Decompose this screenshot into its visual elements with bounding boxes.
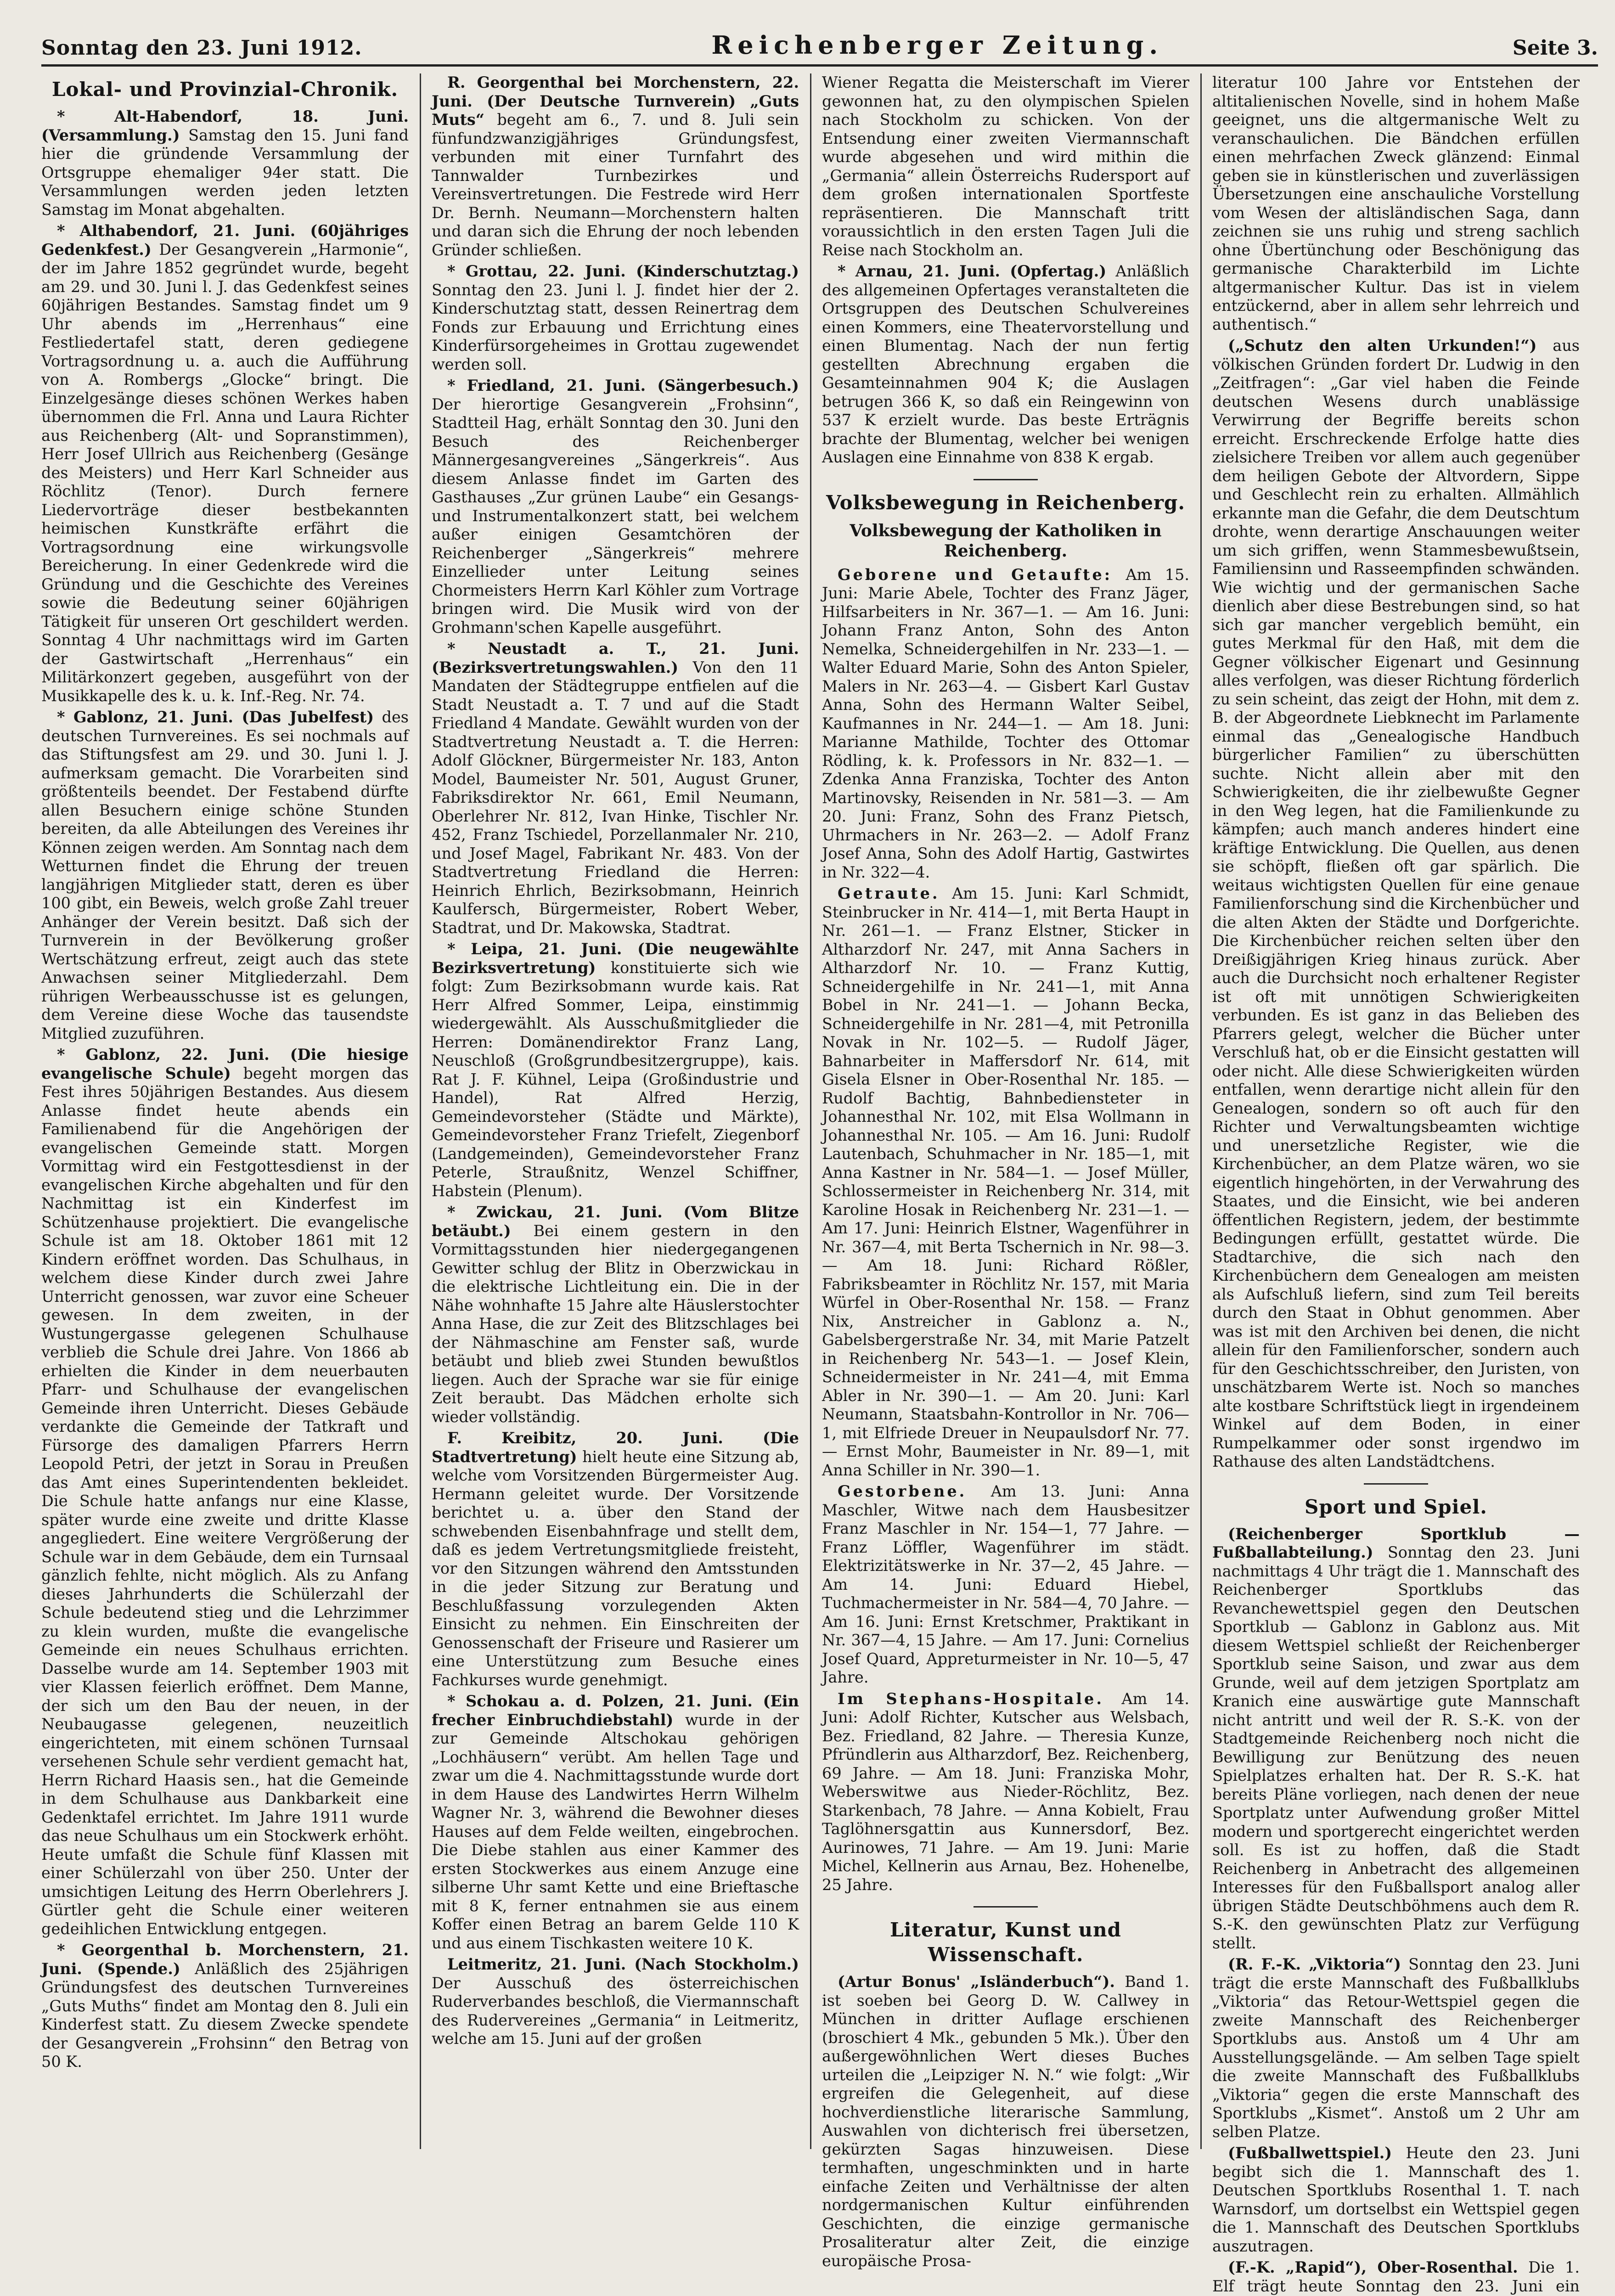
- article-text: aus völkischen Gründen fordert Dr. Ludwig in den „Zeitfragen“: „Gar viel haben die Feinde deutschen Wesens durch unablässige Verwirrung der Begriffe bereits schon erreicht. Erschreckende Erfolge hatte dies zielsichere Treiben vor allem auch gegenüber dem heiligen Gebote der Altvordern, Sippe und Geschlecht rein zu erhalten. Allmählich erkannte man die Gefahr, die dem Deutschtum drohte, wenn derartige Anschauungen weiter um sich griffen, wenn Stammesbewußtsein, Familiensinn und Rasseempfinden schwänden. Wie wichtig und der germanischen Sache dienlich aber diese Bestrebungen sind, so hat sich gar mancher vergeblich bemüht, ein gutes Merkmal für den Haß, mit dem die Gegner völkischer Eigenart und Gesinnung alles verfolgen, was dieser Richtung förderlich zu sein scheint, das zeigt der Hohn, mit dem z. B. der Abgeordnete Liebknecht im Parlamente einmal das „Genealogische Handbuch bürgerlicher Familien“ zu überschütten suchte. Nicht allein aber mit den Schwierigkeiten, die ihr zielbewußte Gegner in den Weg legen, hat die Familienkunde zu kämpfen; auch manch anderes hindert eine kräftige Entwicklung. Die Quellen, aus denen sie schöpft, fließen oft gar spärlich. Die weitaus wichtigsten Quellen für eine genaue Familienforschung sind die Kirchenbücher und die alten Akten der Städte und Dorfgerichte. Die Kirchenbücher reichen selten über den Dreißigjährigen Krieg hinaus zurück. Aber auch die Durchsicht noch erhaltener Register ist oft mit unnötigen Schwierigkeiten verbunden. Es ist ganz in das Belieben des Pfarrers gelegt, welcher die Bücher unter Verschluß hat, ob er die Einsicht gestatten will oder nicht. Alle diese Schwierigkeiten würden entfallen, wenn derartige nicht allein für den Genealogen, sondern so oft auch für den Richter und Verwaltungsbeamten wichtige und unersetzliche Register, wie die Kirchenbücher, an dem Platze wären, wo sie eigentlich hingehörten, in der Verwahrung des Staates, und die Einsicht, wie bei anderen öffentlichen Registern, jedem, der bestimmte Bedingungen erfüllt, gestattet würde. Die Stadtarchive, die sich nach den Kirchenbüchern dem Genealogen am meisten als Aufschluß liefern, sind zum Teil bereits durch den Staat in Obhut genommen. Aber was ist mit den Archiven bei denen, die nicht allein für den Familienforscher, sondern auch für den Geschichtsschreiber, den Juristen, von unschätzbarem Werte ist. Noch so manches alte kostbare Schriftstück liegt in irgendeinem Winkel auf dem Boden, in einer Rumpelkammer oder sonst irgendwo im Rathause des alten Landstädtchens.: [1212, 337, 1580, 1470]
- registry-entry: [822, 566, 1189, 882]
- article-text: begeht am 6., 7. und 8. Juli sein fünfundzwanzigjähriges Gründungsfest, verbunden mit einer Turnfahrt des Tannwalder Turnbezirkes und Vereinsvertretungen. Die Festrede wird Herr Dr. Bernh. Neumann—Morchenstern halten und daran sich die Ehrung der noch lebenden Gründer schließen.: [432, 111, 799, 259]
- registry-entry: [822, 1482, 1189, 1687]
- article-lead: (R. F.-K. „Viktoria“): [1228, 1955, 1401, 1973]
- article: [41, 107, 409, 219]
- section-divider: [974, 479, 1038, 480]
- entry-text: Am 15. Juni: Marie Abele, Tochter des Franz Jäger, Hilfsarbeiters in Nr. 367—1. — Am 16. Juni: Johann Franz Anton, Sohn des Anton Nemelka, Schneidergehilfen in Nr. 233—1. — Walter Eduard Marie, Sohn des Anton Spieler, Malers in Nr. 263—4. — Gisbert Karl Gustav Anna, Sohn des Hermann Walter Seibel, Kaufmannes in Nr. 244—1. — Am 18. Juni: Marianne Mathilde, Tochter des Ottomar Rödling, k. k. Professors in Nr. 832—1. — Zdenka Anna Franziska, Tochter des Anton Martinovsky, Reisenden in Nr. 581—3. — Am 20. Juni: Franz, Sohn des Franz Pietsch, Uhrmachers in Nr. 263—2. — Adolf Franz Josef Anna, Sohn des Adolf Hartig, Gastwirtes in Nr. 322—4.: [822, 565, 1189, 881]
- article-text: Der Ausschuß des österreichischen Ruderverbandes beschloß, die Viermannschaft des Rudervereines „Germania“ in Leitmeritz, welche am 15. Juni auf der großen: [432, 1974, 799, 2048]
- newspaper-page: [41, 23, 1598, 2295]
- article: [822, 1973, 1189, 2270]
- article-text: Sonntag den 23. Juni l. J. findet hier der 2. Kinderschutztag statt, dessen Reinertrag dem Fonds zur Erbauung und Errichtung eines Kinderfürsorgeheimes in Grottau zugewendet werden soll.: [432, 281, 799, 373]
- registry-entry: [822, 884, 1189, 1480]
- column-4: [1212, 73, 1580, 2295]
- article-text: wurde in der zur Gemeinde Altschokau gehörigen „Lochhäusern“ verübt. Am hellen Tage und zwar um die 4. Nachmittagsstunde wurde dort in dem Hause des Landwirtes Herrn Wilhelm Wagner Nr. 3, während die Bewohner dieses Hauses auf dem Felde weilten, eingebrochen. Die Diebe stahlen aus einer Kammer des ersten Stockwerkes aus einem Anzuge eine silberne Uhr samt Kette und eine Brieftasche mit 8 K, ferner entnahmen sie aus einem Koffer einen Betrag an barem Gelde 110 K und aus einem Tischkasten weitere 10 K.: [432, 1711, 799, 1952]
- entry-lead: Gestorbene.: [838, 1482, 967, 1500]
- article-text: Samstag den 15. Juni fand hier die gründende Versammlung der Ortsgruppe ehemaliger 94er statt. Die Versammlungen werden jeden letzten Samstag im Monat abgehalten.: [41, 126, 409, 219]
- page-header: [41, 23, 1598, 67]
- column-rule: [1200, 73, 1202, 2149]
- article-lead: F. Kreibitz, 20. Juni. (Die Stadtvertretung): [432, 1429, 799, 1466]
- article-lead: * Arnau, 21. Juni. (Opfertag.): [838, 262, 1107, 280]
- article: [1212, 2144, 1580, 2256]
- article-text: begeht morgen das Fest ihres 50jährigen Bestandes. Aus diesem Anlasse findet heute abends ein Familienabend für die Angehörigen der evangelischen Gemeinde statt. Morgen Vormittag wird ein Festgottesdienst in der evangelischen Kirche abgehalten und für den Nachmittag ist ein Kinderfest im Schützenhause projektiert. Die evangelische Schule ist am 18. Oktober 1861 mit 12 Kindern eröffnet worden. Das Schulhaus, in welchem diese Kinder durch zwei Jahre Unterricht genossen, war zuvor eine Scheuer gewesen. In dem zweiten, in der Wustungergasse gelegenen Schulhause verblieb die Schule drei Jahre. Von 1866 ab erhielten die Kinder in dem neuerbauten Pfarr- und Schulhause der evangelischen Gemeinde ihren Unterricht. Dieses Gebäude verdankte die Gemeinde der Tatkraft und Fürsorge des damaligen Pfarrers Herrn Leopold Petri, der jetzt in Sorau in Preußen das Amt eines Superintendenten bekleidet. Die Schule hatte anfangs nur eine Klasse, später wurde eine zweite und dritte Klasse angegliedert. Eine weitere Vergrößerung der Schule war in dem Gebäude, dem ein Turnsaal gänzlich fehlte, nicht möglich. Als zu Anfang dieses Jahrhunderts die Schülerzahl der Schule bedeutend stieg und die Lehrzimmer zu klein wurden, mußte die evangelische Gemeinde ein neues Schulhaus errichten. Dasselbe wurde am 14. September 1903 mit vier Klassen feierlich eröffnet. Dem Manne, der sich um den Bau der neuen, in der Neubaugasse gelegenen, neuzeitlich eingerichteten, mit einem schönen Turnsaal versehenen Schule sehr verdient gemacht hat, Herrn Richard Haasis sen., hat die Gemeinde in dem Schulhause aus Dankbarkeit eine Gedenktafel errichtet. Im Jahre 1911 wurde das neue Schulhaus um ein Stockwerk erhöht. Heute umfaßt die Schule fünf Klassen mit einer Schülerzahl von über 250. Unter der umsichtigen Leitung des Herrn Oberlehrers J. Gürtler geht die Schule einer weiteren gedeihlichen Entwicklung entgegen.: [41, 1064, 409, 1938]
- article-lead: * Gablonz, 22. Juni. (Die hiesige evangelische Schule): [41, 1046, 409, 1082]
- article-lead: * Georgenthal b. Morchenstern, 21. Juni. (Spende.): [41, 1941, 409, 1978]
- article: [41, 1046, 409, 1938]
- article-text: literatur 100 Jahre vor Entstehen der altitalienischen Novelle, sind in hohem Maße geeignet, uns die altgermanische Welt zu veranschaulichen. Die Bändchen erfüllen einen mehrfachen Zweck glänzend: Einmal geben sie in künstlerischen und zuverlässigen Übersetzungen eine anschauliche Vorstellung vom Wesen der altisländischen Saga, dann zeichnen sie uns ruhig und streng sachlich ohne Übertünchung oder Beschönigung das germanische Charakterbild im Lichte altgermanischer Kultur. Das ist in vielem entzückernd, aber in allem sehr lehrreich und authentisch.“: [1212, 73, 1580, 333]
- article-text: des deutschen Turnvereines. Es sei nochmals auf das Stiftungsfest am 29. und 30. Juni l. J. aufmerksam gemacht. Die Vorarbeiten sind größtenteils beendet. Der Festabend dürfte allen Besuchern einige schöne Stunden bereiten, da alle Abteilungen des Vereines ihr Können zeigen werden. Am Sonntag nach dem Wetturnen findet die Ehrung der treuen langjährigen Mitglieder statt, deren es über 100 gibt, ein Beweis, welch große Zahl treuer Anhänger der Verein besitzt. Daß sich der Turnverein in der Bevölkerung großer Wertschätzung erfreut, zeigt auch das stete Anwachsen seiner Mitgliederzahl. Dem rührigen Werbeausschusse ist es gelungen, dem Vereine diese Woche das tausendste Mitglied zuzuführen.: [41, 708, 409, 1042]
- article-text: Band 1. ist soeben bei Georg D. W. Callwey in München in dritter Auflage erschienen (broschiert 4 Mk., gebunden 5 Mk.). Über den außergewöhnlichen Wert dieses Buches urteilen die „Leipziger N. N.“ wie folgt: „Wir ergreifen die Gelegenheit, auf diese hochverdienstliche literarische Sammlung, Auswahlen von dichterisch frei übersetzen, gekürzten Sagas hinzuweisen. Diese termhaften, ungeschminkten und in harte einfache Zeiten und Verhältnisse der alten nordgermanischen Kultur einführenden Geschichten, die einzige germanische Prosaliteratur alter Zeit, die einzige europäische Prosa-: [822, 1973, 1189, 2270]
- entry-text: Am 13. Juni: Anna Maschler, Witwe nach dem Hausbesitzer Franz Maschler in Nr. 154—1, 77 Jahre. — Franz Löffler, Wagenführer im städt. Elektrizitätswerke in Nr. 37—2, 45 Jahre. — Am 14. Juni: Eduard Hiebel, Tuchmachermeister in Nr. 584—4, 70 Jahre. — Am 16. Juni: Ernst Kretschmer, Praktikant in Nr. 367—4, 15 Jahre. — Am 17. Juni: Cornelius Josef Quard, Appreturmeister in Nr. 10—5, 47 Jahre.: [822, 1482, 1189, 1686]
- article-lead: * Schokau a. d. Polzen, 21. Juni. (Ein frecher Einbruchdiebstahl): [432, 1692, 799, 1729]
- article-lead: * Neustadt a. T., 21. Juni. (Bezirksvertretungswahlen.): [432, 640, 799, 676]
- entry-text: Am 15. Juni: Karl Schmidt, Steinbrucker in Nr. 414—1, mit Berta Haupt in Nr. 261—1. — Franz Elstner, Sticker in Altharzdorf Nr. 247, mit Anna Sachers in Altharzdorf Nr. 10. — Franz Kuttig, Schneidergehilfe in Nr. 241—1, mit Anna Bobel in Nr. 241—1. — Johann Becka, Schneidergehilfe in Nr. 281—4, mit Petronilla Novak in Nr. 102—5. — Rudolf Jäger, Bahnarbeiter in Maffersdorf Nr. 614, mit Gisela Elsner in Ober-Rosenthal Nr. 185. — Rudolf Bachtig, Bahnbediensteter in Johannesthal Nr. 102, mit Elsa Wollmann in Johannesthal Nr. 105. — Am 16. Juni: Rudolf Lautenbach, Schuhmacher in Nr. 185—1, mit Anna Kastner in Nr. 584—1. — Josef Müller, Schlossermeister in Reichenberg Nr. 314, mit Karoline Hosak in Reichenberg Nr. 231—1. — Am 17. Juni: Heinrich Elstner, Wagenführer in Nr. 367—4, mit Berta Tschernich in Nr. 98—3. — Am 18. Juni: Richard Rößler, Fabriksbeamter in Röchlitz Nr. 157, mit Maria Würfel in Ober-Rosenthal Nr. 158. — Franz Nix, Anstreicher in Gablonz a. N., Gabelsbergerstraße Nr. 34, mit Marie Patzelt in Reichenberg Nr. 543—1. — Josef Klein, Schneidermeister in Nr. 241—4, mit Emma Abler in Nr. 390—1. — Am 20. Juni: Karl Neumann, Staatsbahn-Kontrollor in Nr. 706—1, mit Elfriede Dreuer in Neupaulsdorf Nr. 77. — Ernst Mohr, Baumeister in Nr. 89—1, mit Anna Schiller in Nr. 390—1.: [822, 884, 1189, 1479]
- article-lead: („Schutz den alten Urkunden!“): [1228, 337, 1537, 355]
- article: [1212, 2258, 1580, 2296]
- article-text: konstituierte sich wie folgt: Zum Bezirksobmann wurde kais. Rat Herr Alfred Sommer, Leipa, einstimmig wiedergewählt. Als Ausschußmitglieder die Herren: Domänendirektor Franz Lang, Neuschloß (Großgrundbesitzergruppe), kais. Rat J. F. Kühnel, Leipa (Großindustrie und Handel), Rat Alfred Herzig, Gemeindevorsteher (Städte und Märkte), Gemeindevorsteher Franz Triefelt, Ziegenborf (Landgemeinden), Gemeindevorsteher Franz Peterle, Straußnitz, Wenzel Schiffner, Habstein (Plenum).: [432, 958, 799, 1200]
- article: [432, 640, 799, 937]
- article-lead: Leitmeritz, 21. Juni. (Nach Stockholm.): [447, 1955, 799, 1973]
- article-lead: R. Georgenthal bei Morchenstern, 22. Juni. (Der Deutsche Turnverein) „Guts Muts“: [432, 73, 799, 129]
- page-number: Seite 3.: [1512, 36, 1598, 60]
- section-divider: [974, 1906, 1038, 1908]
- columns: [41, 73, 1598, 2295]
- article-text: Anläßlich des 25jährigen Gründungsfest des deutschen Turnvereines „Guts Muths“ findet am Montag den 8. Juli ein Kinderfest statt. Zu diesem Zwecke spendete der Gesangverein „Frohsinn“ den Betrag von 50 K.: [41, 1959, 409, 2071]
- entry-lead: Im Stephans-Hospitale.: [838, 1689, 1104, 1708]
- column-rule: [810, 73, 811, 2149]
- article-text: Anläßlich des allgemeinen Opfertages veranstalteten die Ortsgruppen des Deutschen Schulvereines einen Kommers, eine Theatervorstellung und einen Blumentag. Nach der nun fertig gestellten Abrechnung ergaben die Gesamteinnahmen 904 K; die Auslagen betrugen 366 K, so daß ein Reingewinn von 537 K erzielt wurde. Das beste Erträgnis brachte der Blumentag, welcher bei wenigen Auslagen eine Einnahme von 838 K ergab.: [822, 262, 1189, 466]
- article-lead: * Zwickau, 21. Juni. (Vom Blitze betäubt.): [432, 1203, 799, 1240]
- article: [432, 262, 799, 374]
- masthead-title: Reichenberger Zeitung.: [711, 30, 1164, 60]
- article-lead: * Althabendorf, 21. Juni. (60jähriges Gedenkfest.): [41, 222, 409, 259]
- article: [41, 708, 409, 1043]
- entry-lead: Getraute.: [838, 884, 940, 902]
- column-1: [41, 73, 409, 2149]
- section-title-lokal: Lokal- und Provinzial-Chronik.: [51, 78, 399, 101]
- section-title-literatur: Literatur, Kunst und Wissenschaft.: [890, 1919, 1121, 1966]
- article-lead: * Gablonz, 21. Juni. (Das Jubelfest): [57, 708, 374, 726]
- column-rule: [420, 73, 421, 2149]
- article-text: Der Gesangverein „Harmonie“, der im Jahre 1852 gegründet wurde, begeht am 29. und 30. Juni l. J. das Gedenkfest seines 60jährigen Bestandes. Samstag findet um 9 Uhr abends im „Herrenhaus“ eine Festliedertafel statt, deren gediegene Vortragsordnung u. a. auch die Aufführung von A. Rombergs „Glocke“ bringt. Die Einzelgesänge dieses schönen Werkes haben übernommen die Frl. Anna und Laura Richter aus Reichenberg (Alt- und Sopranstimmen), Herr Josef Ullrich aus Reichenberg (Gesänge des Meisters) und Herr Karl Schneider aus Röchlitz (Tenor). Durch fernere Liedervorträge dieser bestbekannten heimischen Kunstkräfte erfährt die Vortragsordnung eine wirkungsvolle Bereicherung. In einer Gedenkrede wird die Gründung und die Geschichte des Vereines sowie die Bedeutung seiner 60jährigen Tätigkeit für unseren Ort geschildert werden. Sonntag 4 Uhr nachmittags wird im Garten der Gastwirtschaft „Herrenhaus“ ein Militärkonzert gegeben, ausgeführt von der Musikkapelle des k. u. k. Inf.-Reg. Nr. 74.: [41, 240, 409, 705]
- article: [432, 1203, 799, 1426]
- section-divider: [1364, 1483, 1428, 1485]
- entry-text: Am 14. Juni: Adolf Richter, Kutscher aus Welsbach, Bez. Friedland, 82 Jahre. — Theresia Kunze, Pfründlerin aus Altharzdorf, Bez. Reichenberg, 69 Jahre. — Am 18. Juni: Franziska Mohr, Weberswitwe aus Nieder-Röchlitz, Bez. Starkenbach, 78 Jahre. — Anna Kobielt, Frau Taglöhnersgattin aus Kunnersdorf, Bez. Aurinowes, 71 Jahre. — Am 19. Juni: Marie Michel, Kellnerin aus Arnau, Bez. Hohenelbe, 25 Jahre.: [822, 1689, 1190, 1894]
- article-continuation: [822, 73, 1189, 259]
- article: [1212, 1955, 1580, 2141]
- registry-entry: [822, 1690, 1189, 1895]
- article: [432, 1692, 799, 1953]
- article: [41, 1941, 409, 2071]
- article-text: Sonntag den 23. Juni nachmittags 4 Uhr trägt die 1. Mannschaft des Reichenberger Sportklubs das Revanchewettspiel gegen den Deutschen Sportklub — Gablonz in Gablonz aus. Mit diesem Wettspiel schließt der Reichenberger Sportklub seine Saison, und zwar aus dem Grunde, weil auf dem jetzigen Sportplatz am Kranich eine auswärtige gute Mannschaft nicht antritt und weil der R. S.-K. von der Stadtgemeinde Reichenberg noch nicht die Bewilligung zur Benützung des neuen Spielplatzes erhalten hat. Der R. S.-K. hat bereits Pläne vorliegen, nach denen der neue Sportplatz unter Aufwendung großer Mittel modern und sportgerecht eingerichtet werden soll. Es ist zu hoffen, daß die Stadt Reichenberg in Anbetracht des allgemeinen Interesses für den Fußballsport analog aller übrigen Städte Deutschböhmens auch dem R. S.-K. den gewünschten Platz zur Verfügung stellt.: [1212, 1543, 1580, 1952]
- article-lead: * Friedland, 21. Juni. (Sängerbesuch.): [447, 377, 799, 394]
- article: [41, 222, 409, 705]
- article-lead: (Reichenberger Sportklub — Fußballabteilung.): [1212, 1525, 1580, 1561]
- article-text: Von den 11 Mandaten der Städtegruppe entfielen auf die Stadt Neustadt a. T. 7 und auf die Stadt Friedland 4 Mandate. Gewählt wurden von der Stadtvertretung Neustadt a. T. die Herren: Adolf Glöckner, Bürgermeister Nr. 183, Anton Model, Baumeister Nr. 501, August Gruner, Fabriksdirektor Nr. 661, Emil Neumann, Oberlehrer Nr. 812, Ivan Hinke, Tischler Nr. 452, Franz Tschiedel, Porzellanmaler Nr. 210, und Josef Magel, Fabrikant Nr. 483. Von der Stadtvertretung Friedland die Herren: Heinrich Ehrlich, Bezirksobmann, Heinrich Kaulfersch, Bürgermeister, Robert Weber, Stadtrat, und Dr. Makowska, Stadtrat.: [432, 658, 799, 937]
- article-lead: * Leipa, 21. Juni. (Die neugewählte Bezirksvertretung): [432, 940, 799, 977]
- article-lead: * Grottau, 22. Juni. (Kinderschutztag.): [447, 262, 799, 280]
- column-2: [432, 73, 799, 2149]
- article-continuation: [1212, 73, 1580, 334]
- article: [1212, 1525, 1580, 1953]
- article-lead: (F.-K. „Rapid“), Ober-Rosenthal.: [1228, 2258, 1518, 2276]
- article: [432, 940, 799, 1200]
- entry-lead: Geborene und Getaufte:: [838, 565, 1113, 584]
- article-text: Der hierortige Gesangverein „Frohsinn“, Stadtteil Hag, erhält Sonntag den 30. Juni den Besuch des Reichenberger Männergesangvereines „Sängerkreis“. Aus diesem Anlasse findet im Garten des Gasthauses „Zur grünen Laube“ ein Gesangs- und Instrumentalkonzert statt, bei welchem außer einigen Gesamtchören der Reichenberger „Sängerkreis“ mehrere Einzellieder unter Leitung seines Chormeisters Herrn Karl Köhler zum Vortrage bringen wird. Die Musik wird von der Grohmann'schen Kapelle ausgeführt.: [432, 395, 799, 636]
- article-text: hielt heute eine Sitzung ab, welche vom Vorsitzenden Bürgermeister Aug. Hermann geleitet wurde. Der Vorsitzende berichtet u. a. über den Stand der schwebenden Eisenbahnfrage und stellt dem, daß es jedem Vertretungsmitgliede freisteht, vor den Sitzungen während den Amtsstunden in die jeder Sitzung zur Beratung und Beschlußfassung vorzulegenden Akten Einsicht zu nehmen. Ein Einschreiten der Genossenschaft der Friseure und Rasierer um eine Unterstützung zum Besuche eines Fachkurses wurde genehmigt.: [432, 1447, 799, 1689]
- article: [432, 73, 799, 259]
- article-lead: (Artur Bonus' „Isländerbuch“).: [838, 1973, 1115, 1991]
- article-text: Sonntag den 23. Juni trägt die erste Mannschaft des Fußballklubs „Viktoria“ das Retour-Wettspiel gegen die zweite Mannschaft des Reichenberger Sportklubs aus. Anstoß um 4 Uhr am Ausstellungsgelände. — Am selben Tage spielt die zweite Mannschaft des Fußballklubs „Viktoria“ gegen die erste Mannschaft des Sportklubs „Kismet“. Anstoß um 2 Uhr am selben Platze.: [1212, 1955, 1580, 2141]
- article-text: Bei einem gestern in den Vormittagsstunden hier niedergegangenen Gewitter schlug der Blitz in Oberzwickau in die elektrische Lichtleitung ein. Die in der Nähe wohnhafte 15 Jahre alte Häuslerstochter Anna Hase, die zur Zeit des Blitzschlages bei der Nähmaschine am Fenster saß, wurde betäubt und blieb zwei Stunden bewußtlos liegen. Auch der Sprache war sie für einige Zeit beraubt. Das Mädchen erholte sich wieder vollständig.: [432, 1221, 799, 1426]
- article: [822, 262, 1189, 467]
- issue-date: Sonntag den 23. Juni 1912.: [41, 36, 362, 60]
- article: [432, 1955, 799, 2048]
- article: [1212, 337, 1580, 1471]
- subsection-title: Volksbewegung der Katholiken in Reichenberg.: [850, 521, 1162, 561]
- article-lead: * Alt-Habendorf, 18. Juni. (Versammlung.): [41, 107, 409, 144]
- column-3: [822, 73, 1190, 2270]
- article-text: Wiener Regatta die Meisterschaft im Vierer gewonnen hat, zu den olympischen Spielen nach Stockholm zu schicken. Von der Entsendung einer zweiten Viermannschaft wurde abgesehen und wird mithin die „Germania“ allein Österreichs Rudersport auf dem großen internationalen Sportfeste repräsentieren. Die Mannschaft tritt voraussichtlich in den ersten Tagen Juli die Reise nach Stockholm an.: [822, 73, 1189, 259]
- article-text: Heute den 23. Juni begibt sich die 1. Mannschaft des 1. Deutschen Sportklubs Rosenthal 1. T. nach Warnsdorf, um dortselbst ein Wettspiel gegen die 1. Mannschaft des Deutschen Sportklubs auszutragen.: [1212, 2144, 1580, 2255]
- section-title-volksbewegung: Volksbewegung in Reichenberg.: [826, 491, 1186, 514]
- article-lead: (Fußballwettspiel.): [1228, 2144, 1392, 2162]
- article: [432, 1429, 799, 1689]
- article-text: Die 1. Elf trägt heute Sonntag den 23. Juni ein: [1212, 2258, 1580, 2295]
- article: [432, 377, 799, 637]
- section-title-sport: Sport und Spiel.: [1305, 1495, 1487, 1518]
